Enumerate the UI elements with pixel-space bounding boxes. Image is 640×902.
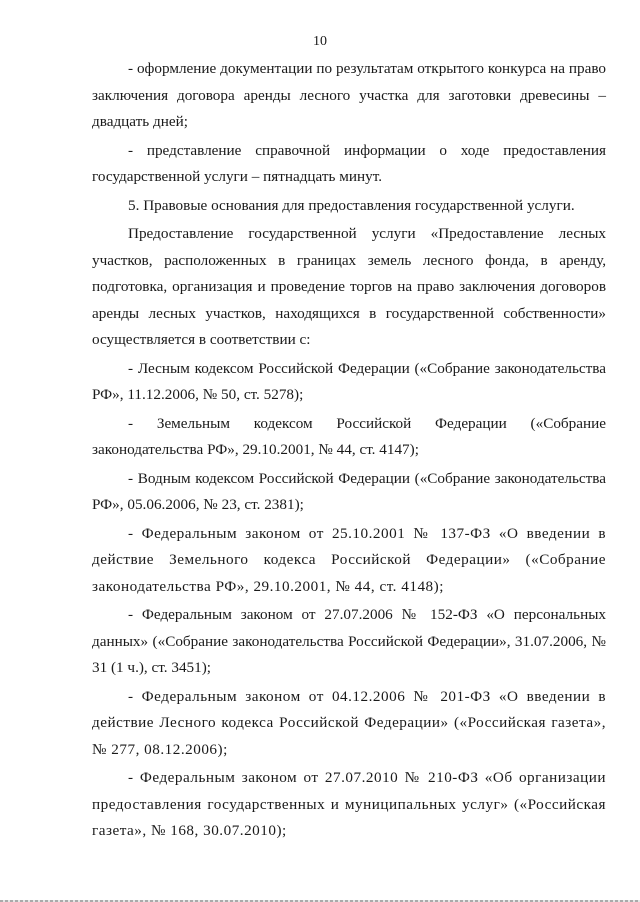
page-number: 10 — [313, 34, 327, 49]
list-item-law-137: - Федеральным законом от 25.10.2001 № 137-ФЗ «О введении в действие Земельного кодекса Российской Федерации» («Собрание законодательства РФ», 29.10.2001, № 44, ст. 4148); — [92, 524, 606, 595]
section-heading-legal-basis: 5. Правовые основания для предоставления государственной услуги. — [128, 196, 575, 214]
document-body — [92, 56, 606, 845]
list-item-water-code: - Водным кодексом Российской Федерации («Собрание законодательства РФ», 05.06.2006, № 23, ст. 2381); — [92, 469, 606, 513]
paragraph-service-description: Предоставление государственной услуги «Предоставление лесных участков, расположенных в границах земель лесного фонда, в аренду, подготовка, организация и проведение торгов на право заключения договоров аренды лесных участков, находящихся в государственной собственности» осуществляется в соответствии с: — [92, 225, 606, 348]
list-item-law-152: - Федеральным законом от 27.07.2006 № 152-ФЗ «О персональных данных» («Собрание законодательства Российской Федерации», 31.07.2006, № 31 (1 ч.), ст. 3451); — [92, 606, 606, 676]
list-item-law-210: - Федеральным законом от 27.07.2010 № 210-ФЗ «Об организации предоставления государственных и муниципальных услуг» («Российская газета», № 168, 30.07.2010); — [92, 769, 606, 839]
paragraph-reference-info-deadline: - представление справочной информации о ходе предоставления государственной услуги – пятнадцать минут. — [92, 141, 606, 185]
list-item-forest-code: - Лесным кодексом Российской Федерации («Собрание законодательства РФ», 11.12.2006, № 50, ст. 5278); — [92, 359, 606, 403]
list-item-land-code: - Земельным кодексом Российской Федерации («Собрание законодательства РФ», 29.10.2001, № 44, ст. 4147); — [92, 414, 606, 458]
paragraph-documentation-deadline: - оформление документации по результатам открытого конкурса на право заключения договора аренды лесного участка для заготовки древесины – двадцать дней; — [92, 60, 606, 130]
list-item-law-201: - Федеральным законом от 04.12.2006 № 201-ФЗ «О введении в действие Лесного кодекса Российской Федерации» («Российская газета», № 277, 08.12.2006); — [92, 687, 606, 758]
